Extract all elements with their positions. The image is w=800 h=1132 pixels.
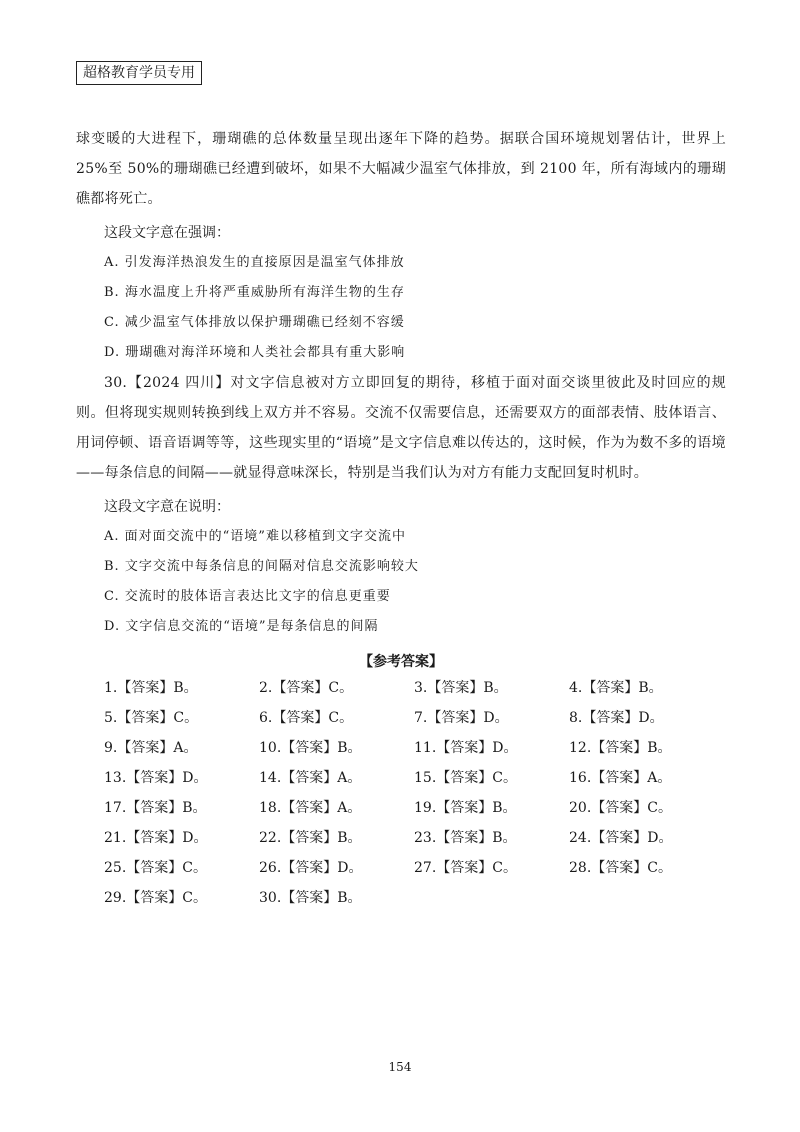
answer-17: 17.【答案】B。 [104,800,207,816]
answer-16: 16.【答案】A。 [569,770,672,786]
answer-4: 4.【答案】B。 [569,680,663,696]
answer-7: 7.【答案】D。 [414,710,509,726]
answers-title: 【参考答案】 [359,654,443,670]
q30-stem: 这段文字意在说明： [104,499,230,515]
q29-stem: 这段文字意在强调： [104,225,230,241]
answer-1: 1.【答案】B。 [104,680,198,696]
answer-28: 28.【答案】C。 [569,860,672,876]
answer-14: 14.【答案】A。 [259,770,362,786]
q30-option-b: B. 文字交流中每条信息的间隔对信息交流影响较大 [104,559,419,574]
answer-15: 15.【答案】C。 [414,770,517,786]
q29-options [76,248,726,368]
answer-11: 11.【答案】D。 [414,740,518,756]
page-content [76,124,726,908]
answer-24: 24.【答案】D。 [569,830,673,846]
q29-option-d: D. 珊瑚礁对海洋环境和人类社会都具有重大影响 [104,345,406,360]
answer-18: 18.【答案】A。 [259,800,362,816]
q30-text: 30.【2024 四川】对文字信息被对方立即回复的期待，移植于面对面交谈里彼此及时回应的规则。但将现实规则转换到线上双方并不容易。交流不仅需要信息，还需要双方的面部表情、肢体语言、用词停顿、语音语调等等，这些现实里的“语境”是文字信息难以传达的，这时候，作为为数不多的语境——每条信息的间隔——就显得意味深长，特别是当我们认为对方有能力支配回复时机时。 [76,375,726,481]
answer-23: 23.【答案】B。 [414,830,517,846]
q30-option-c: C. 交流时的肢体语言表达比文字的信息更重要 [104,589,391,604]
answer-20: 20.【答案】C。 [569,800,672,816]
page-number: 154 [388,1060,412,1074]
answer-27: 27.【答案】C。 [414,860,517,876]
answer-26: 26.【答案】D。 [259,860,363,876]
answer-9: 9.【答案】A。 [104,740,198,756]
answer-21: 21.【答案】D。 [104,830,208,846]
answer-8: 8.【答案】D。 [569,710,664,726]
answer-grid [104,678,726,908]
answer-22: 22.【答案】B。 [259,830,362,846]
answer-13: 13.【答案】D。 [104,770,208,786]
q30-option-d: D. 文字信息交流的“语境”是每条信息的间隔 [104,619,379,634]
answer-19: 19.【答案】B。 [414,800,517,816]
q29-option-c: C. 减少温室气体排放以保护珊瑚礁已经刻不容缓 [104,315,405,330]
answer-12: 12.【答案】B。 [569,740,672,756]
answer-5: 5.【答案】C。 [104,710,199,726]
answer-3: 3.【答案】B。 [414,680,508,696]
answer-6: 6.【答案】C。 [259,710,354,726]
answer-30: 30.【答案】B。 [259,890,362,906]
passage-q29-text: 球变暖的大进程下，珊瑚礁的总体数量呈现出逐年下降的趋势。据联合国环境规划署估计，世界上 25%至 50%的珊瑚礁已经遭到破坏，如果不大幅减少温室气体排放，到 2100 年，所有海域内的珊瑚礁都将死亡。 [76,131,726,207]
header-tag: 超格教育学员专用 [76,61,202,85]
q30-option-a: A. 面对面交流中的“语境”难以移植到文字交流中 [104,529,406,544]
answer-10: 10.【答案】B。 [259,740,362,756]
q29-option-b: B. 海水温度上升将严重威胁所有海洋生物的生存 [104,285,405,300]
answer-2: 2.【答案】C。 [259,680,354,696]
q29-option-a: A. 引发海洋热浪发生的直接原因是温室气体排放 [104,255,405,270]
answer-25: 25.【答案】C。 [104,860,207,876]
answer-29: 29.【答案】C。 [104,890,207,906]
q30-options [76,522,726,642]
